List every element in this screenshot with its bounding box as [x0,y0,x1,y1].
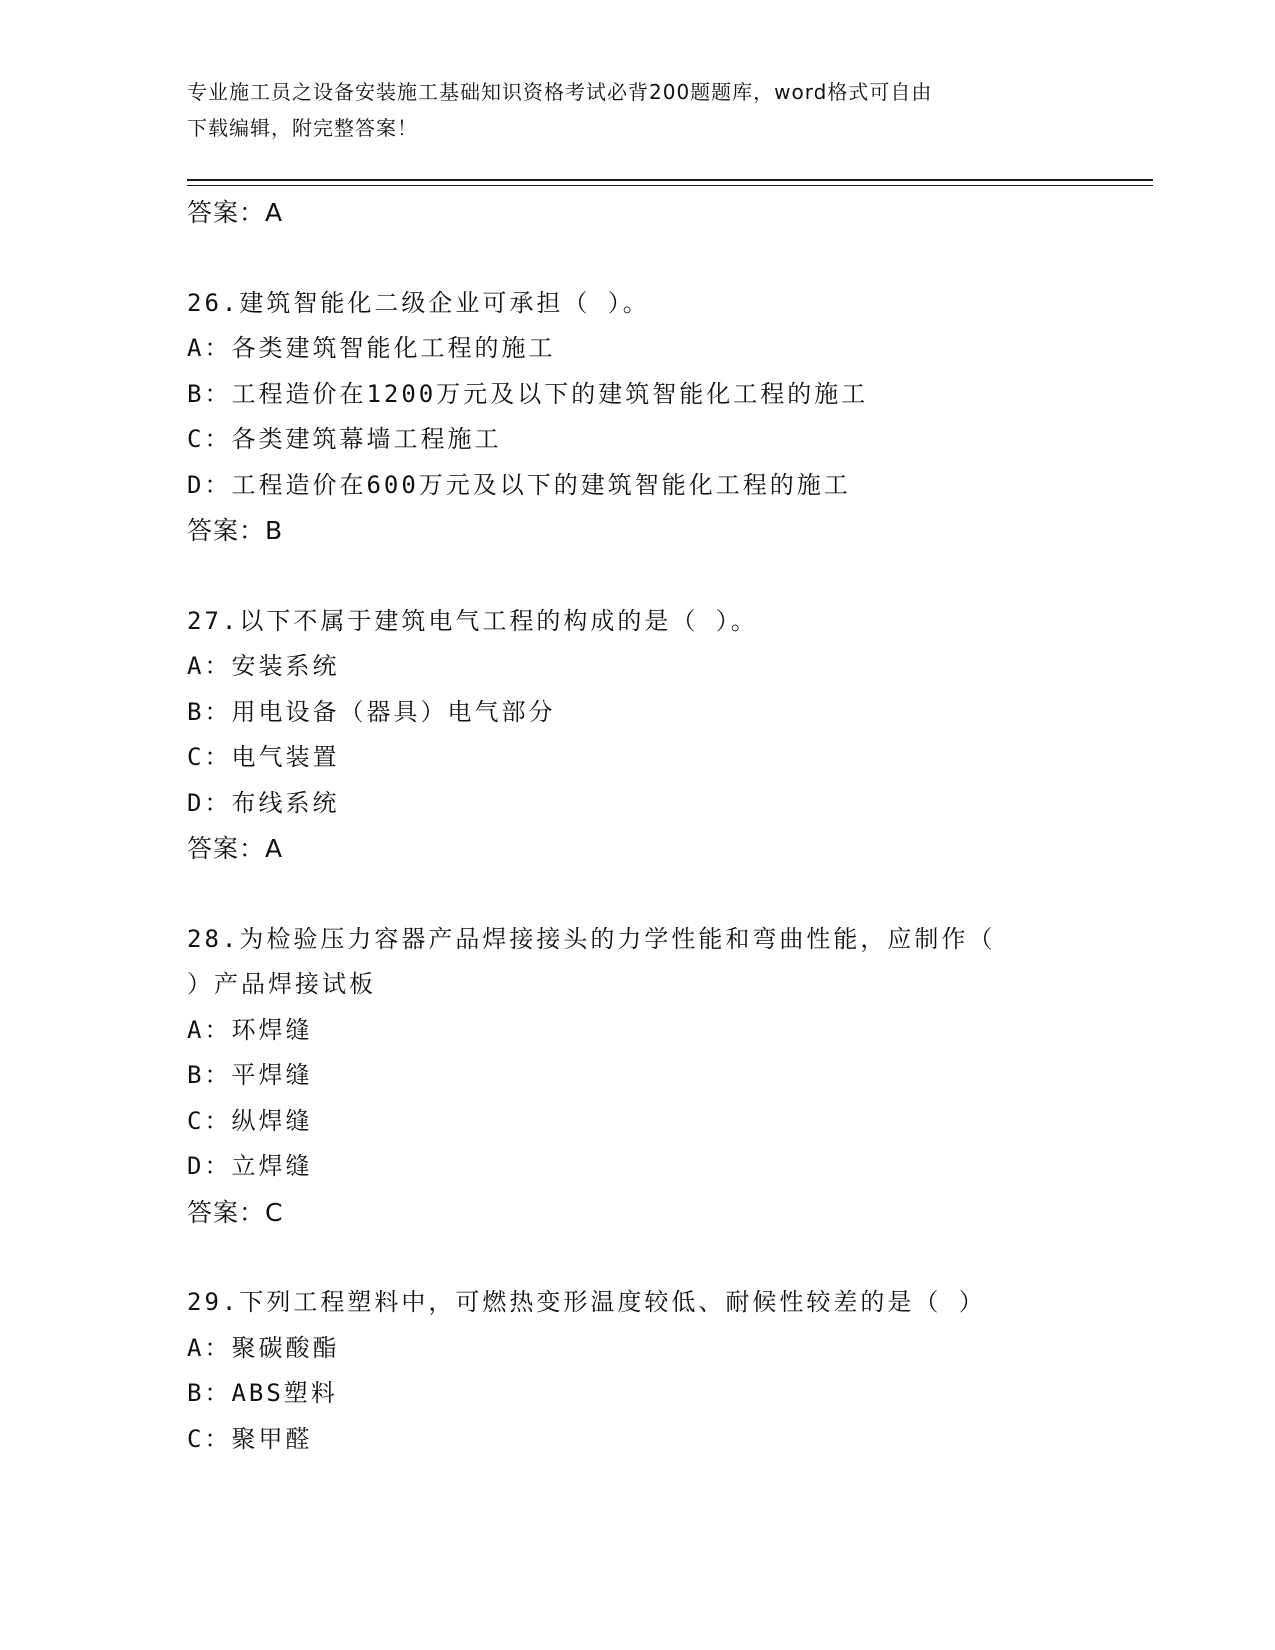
option-b: B：ABS塑料 [187,1379,338,1407]
question-29 [187,1280,1067,1462]
question-27 [187,599,1067,872]
option-d: D：工程造价在600万元及以下的建筑智能化工程的施工 [187,470,851,499]
option-d: D：立焊缝 [187,1152,313,1180]
answer: 答案：B [187,516,284,545]
option-b: B：平焊缝 [187,1061,313,1089]
question-stem: 27.以下不属于建筑电气工程的构成的是（ ）。 [187,606,758,635]
question-stem-line-1: 28.为检验压力容器产品焊接接头的力学性能和弯曲性能，应制作（ [187,924,996,953]
spacer [187,872,1067,917]
spacer [187,554,1067,599]
spacer [187,236,1067,281]
question-28 [187,917,1067,1236]
spacer [187,1235,1067,1280]
option-b: B：用电设备（器具）电气部分 [187,697,556,726]
answer: 答案：A [187,834,284,863]
answer: 答案：C [187,1197,284,1227]
option-c: C：电气装置 [187,743,340,771]
option-d: D：布线系统 [187,788,340,817]
answer-previous: 答案：A [187,198,284,227]
header-line-1: 专业施工员之设备安装施工基础知识资格考试必背200题题库，word格式可自由 [187,80,933,104]
question-stem-line-2: ）产品焊接试板 [187,970,376,998]
option-c: C：纵焊缝 [187,1106,313,1135]
option-c: C：各类建筑幕墙工程施工 [187,425,502,453]
option-b: B：工程造价在1200万元及以下的建筑智能化工程的施工 [187,379,869,408]
option-a: A：各类建筑智能化工程的施工 [187,334,556,362]
option-a: A：聚碳酸酯 [187,1333,340,1362]
option-a: A：环焊缝 [187,1015,313,1044]
question-26 [187,281,1067,554]
header-rule-thin [187,185,1153,186]
question-stem: 29.下列工程塑料中，可燃热变形温度较低、耐候性较差的是（ ） [187,1288,986,1316]
option-a: A：安装系统 [187,652,340,680]
option-c: C：聚甲醛 [187,1424,313,1453]
header-line-2: 下载编辑，附完整答案！ [187,116,418,140]
header-rule-thick [187,179,1153,181]
document-header [187,74,1087,146]
document-body [187,190,1067,1462]
question-stem: 26.建筑智能化二级企业可承担（ ）。 [187,288,650,317]
